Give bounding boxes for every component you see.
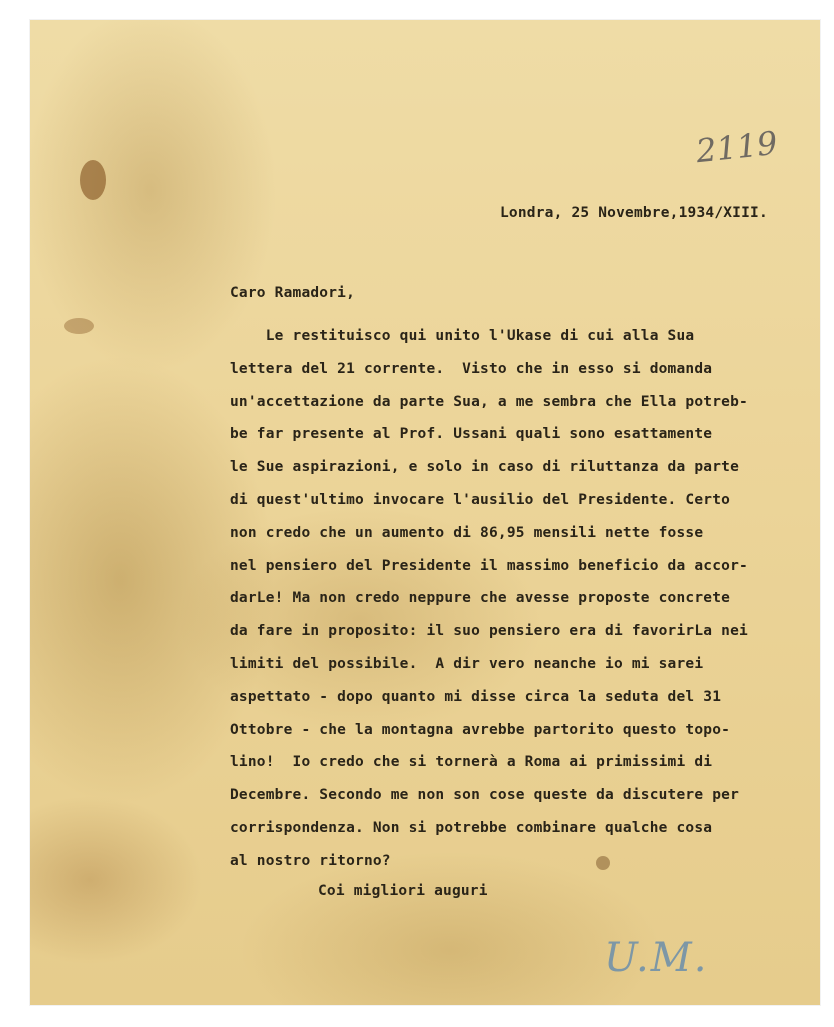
ink-stain <box>80 160 106 200</box>
body-line: al nostro ritorno? <box>230 852 391 869</box>
body-line: lino! Io credo che si tornerà a Roma ai primissimi di <box>230 754 713 771</box>
body-line: nel pensiero del Presidente il massimo beneficio da accor- <box>230 557 748 574</box>
body-line: non credo che un aumento di 86,95 mensili nette fosse <box>230 524 704 541</box>
body-line: le Sue aspirazioni, e solo in caso di riluttanza da parte <box>230 459 739 476</box>
handwritten-initials: U.M. <box>604 935 709 981</box>
archive-number: 2119 <box>694 123 780 171</box>
letter-body <box>230 320 748 878</box>
body-line: darLe! Ma non credo neppure che avesse proposte concrete <box>230 590 731 607</box>
letter-page <box>30 20 820 1005</box>
body-line: corrispondenza. Non si potrebbe combinare qualche cosa <box>230 819 713 836</box>
dateline: Londra, 25 Novembre,1934/XIII. <box>500 205 768 221</box>
salutation: Caro Ramadori, <box>230 285 356 301</box>
body-line: un'accettazione da parte Sua, a me sembra che Ella potreb- <box>230 393 748 410</box>
body-line: aspettato - dopo quanto mi disse circa la seduta del 31 <box>230 688 722 705</box>
body-line: Ottobre - che la montagna avrebbe partorito questo topo- <box>230 721 731 738</box>
ink-stain <box>64 318 94 334</box>
body-line: lettera del 21 corrente. Visto che in esso si domanda <box>230 360 713 377</box>
closing-line: Coi migliori auguri <box>318 883 488 899</box>
body-line: di quest'ultimo invocare l'ausilio del Presidente. Certo <box>230 491 731 508</box>
body-line: limiti del possibile. A dir vero neanche io mi sarei <box>230 655 704 672</box>
body-line: be far presente al Prof. Ussani quali sono esattamente <box>230 426 713 443</box>
body-line: da fare in proposito: il suo pensiero era di favorirLa nei <box>230 623 748 640</box>
body-line: Decembre. Secondo me non son cose queste da discutere per <box>230 787 739 804</box>
body-line: Le restituisco qui unito l'Ukase di cui alla Sua <box>230 328 695 344</box>
